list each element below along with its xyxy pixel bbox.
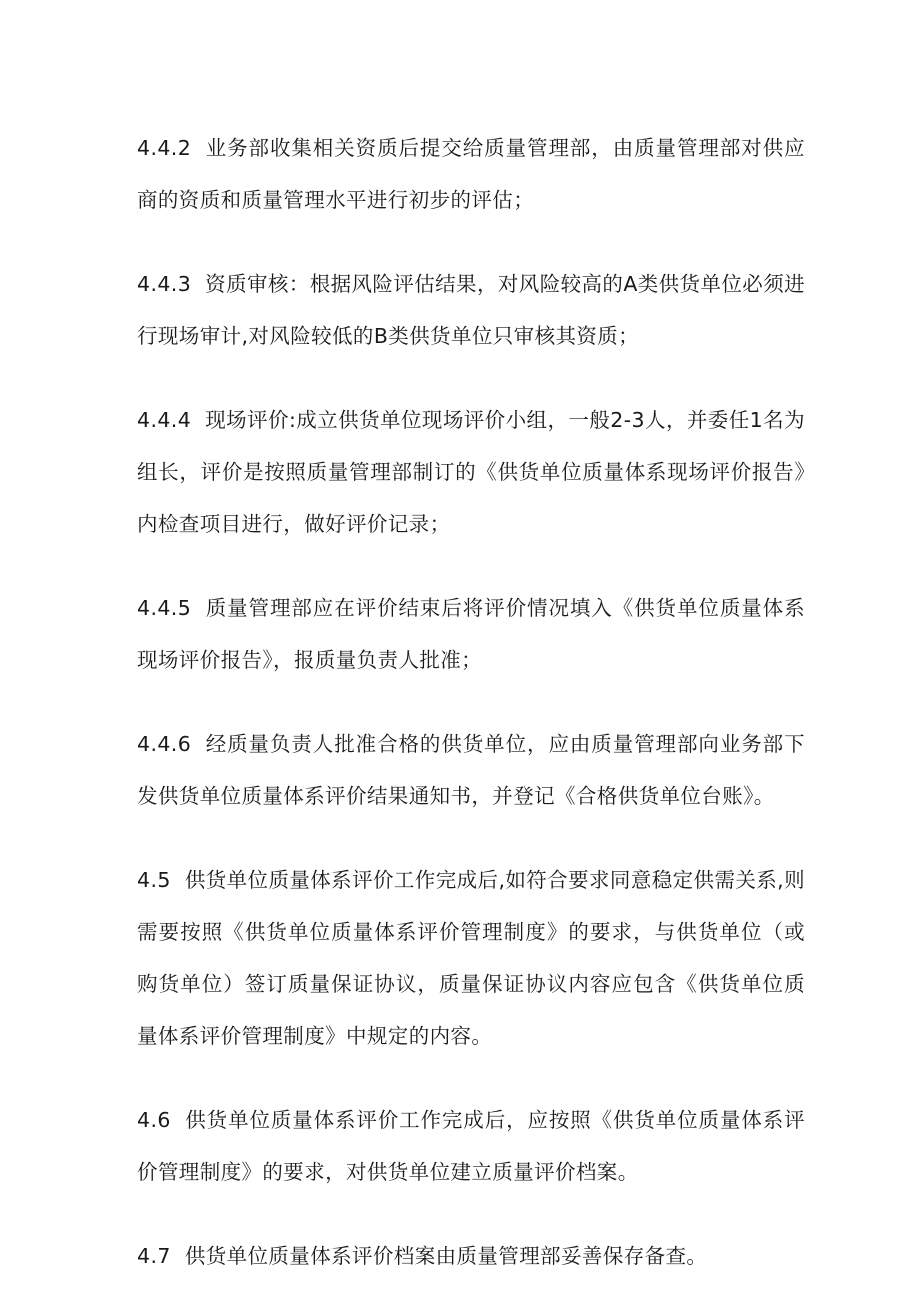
paragraph-text: 供货单位质量体系评价工作完成后,如符合要求同意稳定供需关系,则需要按照《供货单位质量体系评价管理制度》的要求，与供货单位（或购货单位）签订质量保证协议，质量保证协议内容应包含《供货单位质量体系评价管理制度》中规定的内容。 [137, 868, 805, 1048]
paragraph-4-5 [137, 854, 805, 1062]
section-number: 4.4.5 [137, 596, 192, 620]
paragraph-4-7 [137, 1230, 805, 1282]
paragraph-text: 质量管理部应在评价结束后将评价情况填入《供货单位质量体系现场评价报告》，报质量负责人批准； [137, 596, 805, 672]
paragraph-4-4-3 [137, 258, 805, 362]
section-number: 4.7 [137, 1244, 171, 1268]
section-number: 4.5 [137, 868, 171, 892]
paragraph-4-4-6 [137, 718, 805, 822]
paragraph-text: 供货单位质量体系评价档案由质量管理部妥善保存备查。 [184, 1244, 708, 1268]
paragraph-text: 业务部收集相关资质后提交给质量管理部，由质量管理部对供应商的资质和质量管理水平进行初步的评估； [137, 136, 805, 212]
paragraph-4-6 [137, 1094, 805, 1198]
section-number: 4.4.3 [137, 272, 192, 296]
paragraph-text: 资质审核：根据风险评估结果，对风险较高的A类供货单位必须进行现场审计,对风险较低的B类供货单位只审核其资质； [137, 272, 805, 348]
paragraph-4-4-4 [137, 394, 805, 550]
section-number: 4.4.2 [137, 136, 192, 160]
document-page [137, 122, 805, 1314]
paragraph-text: 现场评价:成立供货单位现场评价小组，一般2-3人，并委任1名为组长，评价是按照质量管理部制订的《供货单位质量体系现场评价报告》内检查项目进行，做好评价记录； [137, 408, 805, 536]
paragraph-4-4-2 [137, 122, 805, 226]
paragraph-4-4-5 [137, 582, 805, 686]
paragraph-text: 经质量负责人批准合格的供货单位，应由质量管理部向业务部下发供货单位质量体系评价结果通知书，并登记《合格供货单位台账》。 [137, 732, 805, 808]
section-number: 4.4.6 [137, 732, 192, 756]
section-number: 4.4.4 [137, 408, 192, 432]
section-number: 4.6 [137, 1108, 171, 1132]
paragraph-text: 供货单位质量体系评价工作完成后，应按照《供货单位质量体系评价管理制度》的要求，对供货单位建立质量评价档案。 [137, 1108, 805, 1184]
